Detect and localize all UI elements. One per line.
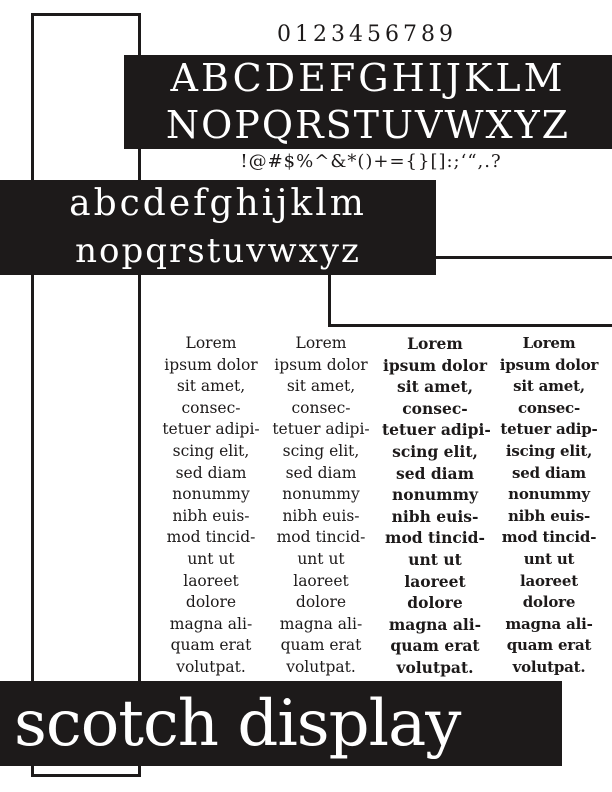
sample-line: nonummy	[392, 485, 478, 505]
sample-column-regular-1	[158, 333, 264, 679]
sample-line: magna ali-	[169, 614, 253, 633]
sample-line: dolore	[295, 593, 347, 612]
sample-line: sit amet,	[176, 377, 246, 396]
sample-line: laoreet	[404, 571, 466, 591]
sample-line: consec-	[518, 398, 580, 417]
sample-line: mod tincid-	[501, 528, 597, 547]
sample-line: tetuer adipi-	[382, 420, 491, 440]
sample-line: ipsum dolor	[274, 355, 368, 374]
sample-line: ipsum dolor	[499, 355, 599, 374]
sample-line: iscing elit,	[505, 441, 593, 460]
sample-line: nonummy	[508, 485, 590, 504]
sample-line: magna ali-	[279, 614, 363, 633]
sample-line: Lorem	[185, 334, 237, 352]
sample-line: sed diam	[512, 463, 586, 482]
sample-line: unt ut	[187, 549, 235, 568]
sample-line: volutpat.	[396, 657, 474, 677]
sample-line: scing elit,	[392, 441, 478, 461]
sample-line: quam erat	[280, 636, 362, 655]
sample-line: consec-	[181, 398, 241, 417]
sample-line: nibh euis-	[282, 506, 360, 525]
sample-line: mod tincid-	[166, 528, 256, 547]
sample-line: nibh euis-	[391, 506, 479, 526]
uppercase-band-1: ABCDEFGHIJKLM	[124, 55, 612, 101]
font-name-title-band	[0, 681, 562, 766]
lowercase-band-1: abcdefghijklm	[0, 180, 436, 227]
sample-line: quam erat	[506, 636, 592, 655]
sample-line: ipsum dolor	[382, 355, 488, 375]
sample-line: sit amet,	[396, 377, 474, 397]
sample-line: unt ut	[523, 549, 575, 568]
sample-line: laoreet	[293, 571, 349, 590]
sample-line: consec-	[402, 398, 468, 418]
sample-column-bold-1	[382, 333, 491, 679]
sample-line: dolore	[407, 593, 463, 613]
sample-line: unt ut	[408, 549, 462, 569]
sample-line: sed diam	[396, 463, 474, 483]
sample-line: magna ali-	[505, 614, 593, 633]
sample-line: scing elit,	[172, 441, 250, 460]
right-frame-top-line	[436, 256, 612, 259]
sample-line: tetuer adipi-	[272, 420, 370, 439]
sample-line: scing elit,	[282, 441, 360, 460]
sample-line: volutpat.	[512, 657, 586, 676]
sample-line: unt ut	[297, 549, 345, 568]
sample-line: Lorem	[522, 334, 576, 352]
sample-line: nibh euis-	[172, 506, 250, 525]
sample-line: tetuer adip-	[500, 420, 598, 439]
sample-line: dolore	[522, 593, 576, 612]
sample-line: sit amet,	[513, 377, 585, 396]
symbols-row: !@#$%^&*()+={}[]:;‘“,.?	[240, 151, 502, 172]
sample-line: volutpat.	[176, 657, 246, 676]
sample-line: quam erat	[390, 636, 480, 656]
sample-line: sed diam	[285, 463, 357, 482]
sample-line: nibh euis-	[507, 506, 591, 525]
sample-line: dolore	[185, 593, 237, 612]
sample-line: Lorem	[407, 334, 463, 353]
digits-row: 0123456789	[277, 22, 457, 47]
sample-line: nonummy	[282, 485, 360, 504]
sample-line: consec-	[291, 398, 351, 417]
sample-line: mod tincid-	[276, 528, 366, 547]
font-name-title: scotch display	[14, 686, 461, 761]
sample-line: sit amet,	[286, 377, 356, 396]
sample-line: nonummy	[172, 485, 250, 504]
sample-line: volutpat.	[286, 657, 356, 676]
sample-line: ipsum dolor	[164, 355, 258, 374]
sample-line: laoreet	[520, 571, 578, 590]
lowercase-band-2: nopqrstuvwxyz	[0, 227, 436, 275]
sample-line: laoreet	[183, 571, 239, 590]
uppercase-band-2: NOPQRSTUVWXYZ	[124, 101, 612, 149]
sample-line: tetuer adipi-	[162, 420, 260, 439]
inner-frame-left-line	[328, 275, 331, 327]
sample-line: quam erat	[170, 636, 252, 655]
sample-line: magna ali-	[388, 614, 482, 634]
sample-line: mod tincid-	[385, 528, 485, 548]
sample-line: Lorem	[295, 334, 347, 352]
sample-line: sed diam	[175, 463, 247, 482]
inner-frame-bottom-line	[328, 324, 612, 327]
sample-column-bold-2	[496, 333, 602, 679]
sample-column-regular-2	[268, 333, 374, 679]
